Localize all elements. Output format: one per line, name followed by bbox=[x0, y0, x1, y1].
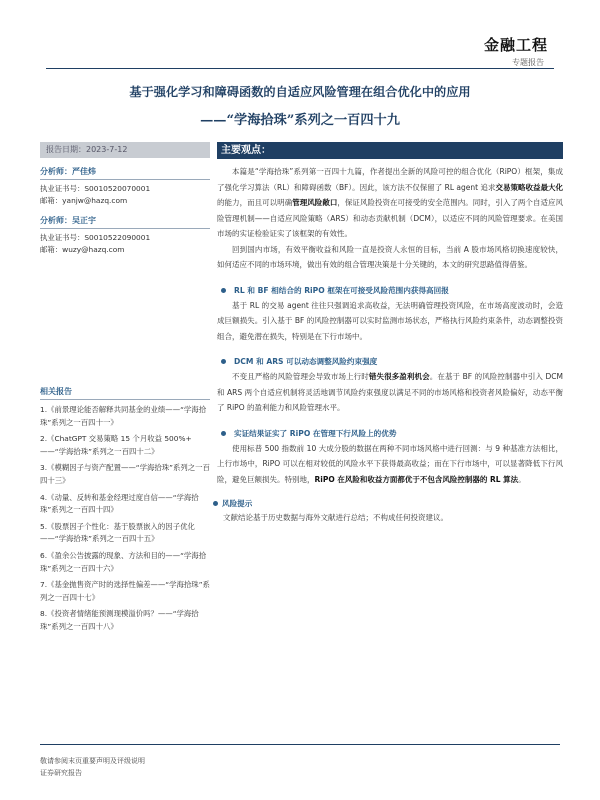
report-date: 2023-7-12 bbox=[86, 145, 128, 154]
section-text: 。在基于 BF 的风险控制器中引入 DCM 和 ARS 两个自适应机制将灵活地调节风险约束强度以满足不同的市场风格和投资者风险偏好，动态平衡了 RiPO 的盈利能力和风险管理水平。 bbox=[217, 372, 564, 412]
section-heading-text: DCM 和 ARS 可以动态调整风险约束强度 bbox=[234, 357, 378, 366]
section-heading bbox=[217, 283, 563, 298]
analyst-email[interactable]: 邮箱：yanjw@hazq.com bbox=[40, 196, 128, 205]
report-subtitle: ——“学海拾珠”系列之一百四十九 bbox=[200, 113, 400, 128]
section-heading bbox=[217, 354, 563, 369]
intro-paragraph bbox=[217, 164, 563, 242]
report-date-bar bbox=[40, 142, 210, 158]
analyst-block bbox=[40, 215, 210, 256]
section-text: 使用标普 500 指数前 10 大成分股的数据在两种不同市场风格中进行回测：与 9 种基准方法相比，上行市场中，RiPO 可以在相对较低的风险水平下获得最高收益；而在下行市场中，可以显著降低下行风险，避免巨额损失。特别地， bbox=[217, 443, 563, 484]
bullet-icon bbox=[213, 501, 218, 506]
risk-heading bbox=[213, 497, 563, 511]
related-report-item[interactable]: 2.《ChatGPT 交易策略 15 个月收益 500%+——“学海拾珠”系列之一百四十二》 bbox=[40, 434, 192, 456]
intro-text: 本篇是“学海拾珠”系列第一百四十九篇，作者提出全新的风险可控的组合优化（RiPO）框架，集成了强化学习算法（RL）和障碍函数（BF）。因此，该方法不仅保留了 RL agent 追求 bbox=[217, 167, 563, 192]
header-divider bbox=[46, 68, 554, 69]
section-emphasis: 错失很多盈利机会 bbox=[368, 372, 430, 381]
analyst-name: 分析师：吴正宇 bbox=[40, 215, 210, 229]
footer bbox=[40, 755, 145, 779]
related-report-item[interactable]: 4.《动量、反转和基金经理过度自信——“学海拾珠”系列之一百四十四》 bbox=[40, 492, 199, 515]
section-paragraph bbox=[217, 369, 563, 416]
report-title: 基于强化学习和障碍函数的自适应风险管理在组合优化中的应用 bbox=[129, 85, 471, 99]
section-paragraph bbox=[217, 441, 563, 488]
disclaimer-note: 敬请参阅末页重要声明及评级说明 bbox=[40, 757, 145, 765]
related-reports-title: 相关报告 bbox=[40, 386, 210, 400]
report-label: 证券研究报告 bbox=[40, 769, 82, 777]
section-text: 不变且严格的风险管理会导致市场上行时 bbox=[232, 372, 369, 381]
related-reports-list bbox=[40, 404, 212, 638]
related-report-item[interactable]: 5.《股票因子个性化：基于股票嵌入的因子优化——“学海拾珠”系列之一百四十五》 bbox=[40, 521, 195, 544]
related-report-item[interactable]: 8.《投资者情绪能预测现模溢价吗？——“学海拾珠”系列之一百四十八》 bbox=[40, 609, 199, 631]
section-text: 。 bbox=[518, 474, 526, 484]
intro-text: ，保证风险投资在可接受的安全范围内。同时，引入了两个自适应风险管理机制——自适应风险策略（ARS）和动态贡献机制（DCM），以适应不同的风险管理要求。在美国市场的实证检验证实了该框架的有效性。 bbox=[217, 198, 564, 238]
section-heading bbox=[217, 426, 563, 441]
intro-emphasis: 管理风险敞口 bbox=[292, 198, 338, 207]
main-points-header: 主要观点： bbox=[217, 142, 563, 159]
related-report-item[interactable]: 7.《基金抛售资产时的选择性偏差——“学海拾珠”系列之一百四十七》 bbox=[40, 580, 210, 602]
intro-paragraph-2: 回到国内市场，有效平衡收益和风险一直是投资人永恒的目标，当前 A 股市场风格切换速度较快，如何适应不同的市场环境，做出有效的组合管理决策是十分关键的，本文的研究思路值得借鉴。 bbox=[217, 244, 563, 269]
related-report-item[interactable]: 1.《前景理论能否解释共同基金的业绩——“学海拾珠”系列之一百四十一》 bbox=[40, 405, 207, 427]
risk-text: 文献结论基于历史数据与海外文献进行总结；不构成任何投资建议。 bbox=[223, 513, 448, 522]
report-type: 专题报告 bbox=[512, 58, 544, 67]
intro-text: 的能力，而且可以明确 bbox=[217, 198, 293, 207]
related-report-item[interactable]: 6.《盈余公告披露的现象、方法和目的——“学海拾珠”系列之一百四十六》 bbox=[40, 550, 207, 573]
analyst-name: 分析师：严佳炜 bbox=[40, 166, 210, 180]
section-heading-text: RL 和 BF 相结合的 RiPO 框架在可接受风险范围内获得高回报 bbox=[234, 285, 449, 295]
intro-emphasis: 交易策略收益最大化 bbox=[495, 182, 564, 192]
bullet-icon bbox=[221, 288, 226, 293]
main-content bbox=[217, 142, 563, 525]
bullet-icon bbox=[221, 431, 226, 436]
left-sidebar bbox=[40, 142, 210, 256]
analyst-license: 执业证书号：S0010522090001 bbox=[40, 233, 151, 242]
related-report-item[interactable]: 3.《模糊因子与资产配置——“学海拾珠”系列之一百四十三》 bbox=[40, 463, 210, 485]
risk-heading-text: 风险提示 bbox=[222, 499, 253, 508]
analyst-license: 执业证书号：S0010520070001 bbox=[40, 184, 151, 193]
footer-divider bbox=[40, 744, 560, 745]
brand-title: 金融工程 bbox=[483, 36, 548, 54]
section-paragraph: 基于 RL 的交易 agent 往往只强调追求高收益，无法明确管理投资风险，在市场高度波动时，会造成巨额损失。引入基于 BF 的风险控制器可以实时监测市场状态，严格执行风险约束条件，动态调整投资组合，避免潜在损失，特别是在下行市场中。 bbox=[217, 300, 563, 341]
date-label: 报告日期： bbox=[46, 145, 86, 154]
analyst-email[interactable]: 邮箱：wuzy@hazq.com bbox=[40, 245, 125, 254]
section-heading-text: 实证结果证实了 RiPO 在管理下行风险上的优势 bbox=[234, 428, 397, 438]
analyst-block bbox=[40, 166, 210, 207]
section-emphasis: RiPO 在风险和收益方面都优于不包含风险控制器的 RL 算法 bbox=[314, 474, 519, 484]
bullet-icon bbox=[221, 359, 226, 364]
